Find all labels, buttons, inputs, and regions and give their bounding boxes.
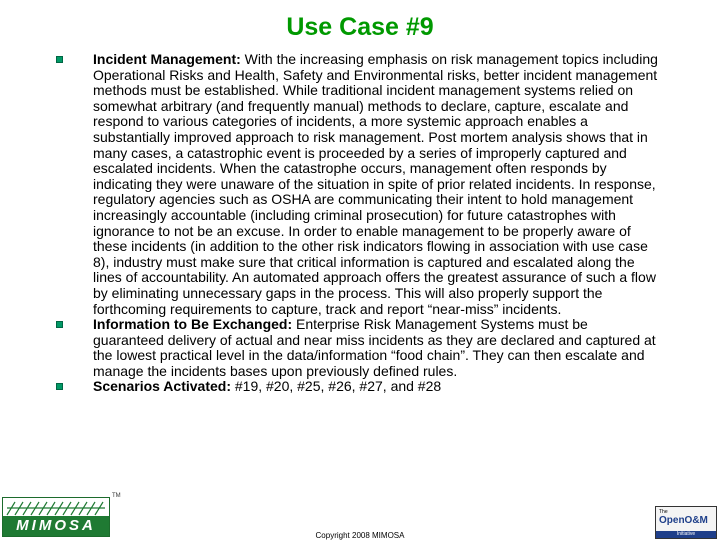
logo-the-text: The — [659, 509, 668, 515]
bullet-heading: Scenarios Activated: — [93, 378, 231, 395]
logo-wordmark: MIMOSA — [3, 516, 109, 536]
bullet-heading: Information to Be Exchanged: — [93, 316, 293, 333]
bullet-list — [56, 52, 660, 395]
square-bullet-icon — [56, 56, 63, 63]
logo-name-text: OpenO&M — [659, 515, 708, 526]
logo-sub-text: Initiative — [656, 531, 716, 538]
openom-logo — [655, 506, 717, 539]
bullet-item-incident-management — [56, 52, 660, 317]
bullet-text: With the increasing emphasis on risk management topics including Operational Risks and Health, Safety and Environmental risks, better incident management methods must be established. While traditional incident management systems relied on somewhat arbitrary (and frequently manual) methods to declare, capture, escalate and respond to various categories of incidents, a more systemic approach enables a substantially improved approach to risk management. Post mortem analysis shows that in many cases, a catastrophic event is proceeded by a series of improperly captured and escalated incidents. When the catastrophe occurs, management often responds by indicating they were unaware of the situation in spite of prior related incidents. In response, regulatory agencies such as OSHA are communicating their intent to hold management increasingly accountable (including criminal prosecution) for future catastrophes with ignorance to not be an excuse. In order to enable management to be properly aware of these incidents (in addition to the other risk indicators flowing in association with use case 8), industry must make sure that critical information is captured and escalated along the lines of accountability. An automated approach offers the greatest assurance of such a flow by eliminating unnecessary gaps in the process. This will also properly support the forthcoming requirements to capture, track and report “near-miss” incidents. — [93, 51, 658, 317]
bullet-item-scenarios-activated — [56, 379, 660, 395]
bullet-item-information-exchanged — [56, 317, 660, 379]
slide-title: Use Case #9 — [286, 13, 434, 41]
square-bullet-icon — [56, 383, 63, 390]
bullet-text: Enterprise Risk Management Systems must be guaranteed delivery of actual and near miss incidents as they are declared and captured at the lowest practical level in the data/information “food chain”. They can then escalate and manage the incidents bases upon previously defined rules. — [93, 316, 656, 379]
copyright-text: Copyright 2008 MIMOSA — [315, 531, 405, 540]
bullet-heading: Incident Management: — [93, 51, 241, 67]
trademark-mark: TM — [112, 493, 121, 499]
logo-grid-icon — [5, 500, 107, 517]
bullet-text: #19, #20, #25, #26, #27, and #28 — [230, 378, 442, 395]
square-bullet-icon — [56, 321, 63, 328]
